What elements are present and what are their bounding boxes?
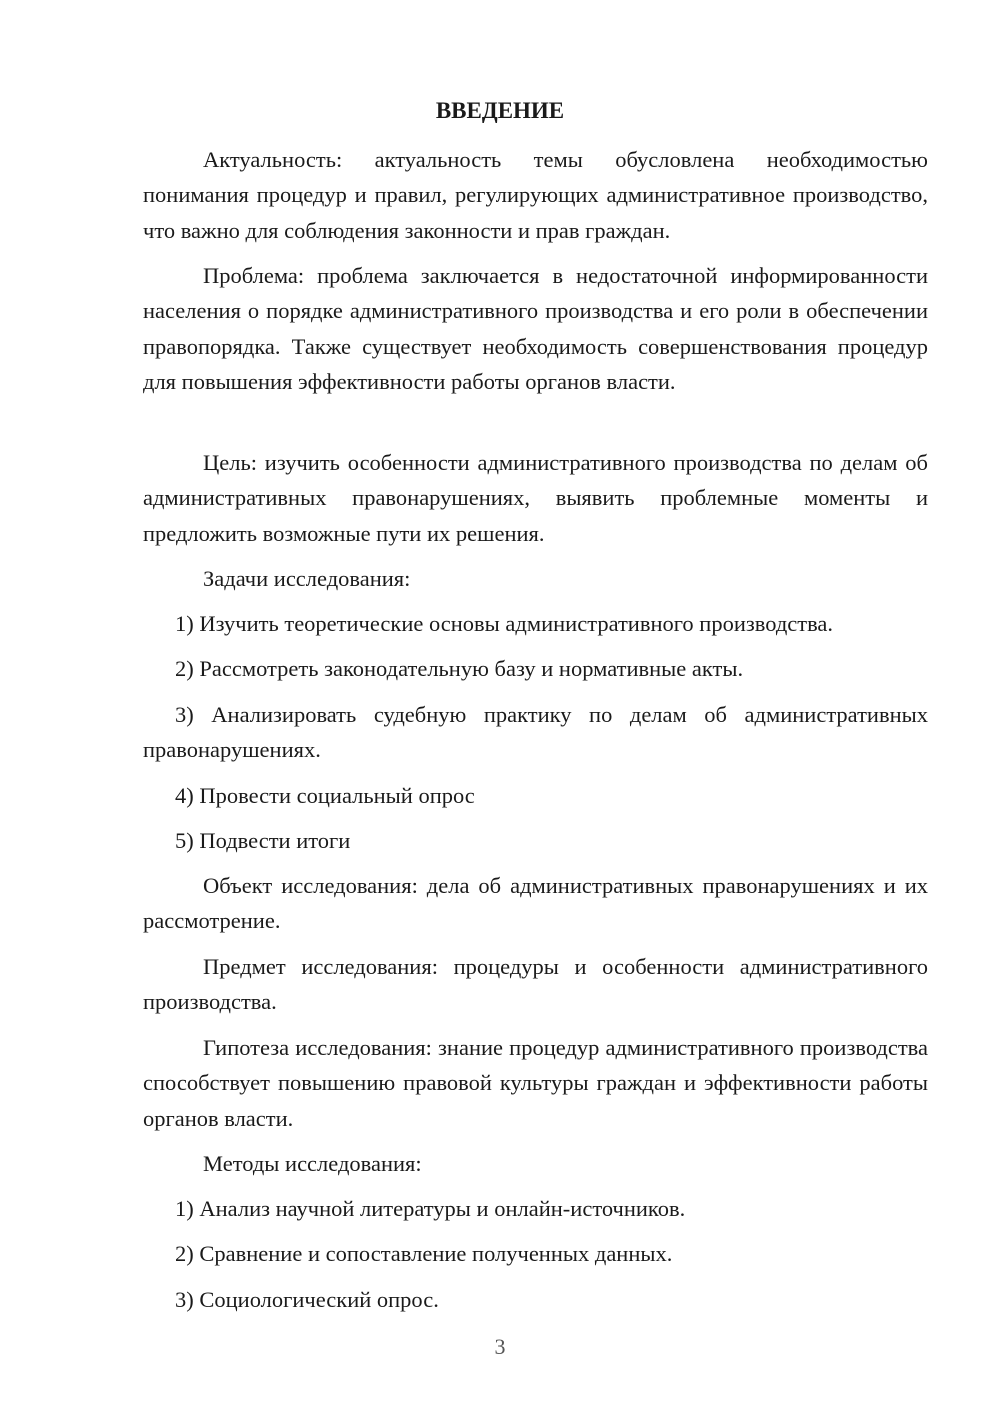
paragraph-tasks-heading: Задачи исследования:	[203, 566, 411, 591]
list-item-method-3: 3) Социологический опрос.	[175, 1287, 439, 1312]
paragraph-problem: Проблема: проблема заключается в недостаточной информированности населения о порядке административного производства и его роли в обеспечении правопорядка. Также существует необходимость совершенствования процедур для повышения эффективности работы органов власти.	[143, 263, 928, 394]
paragraph-hypothesis: Гипотеза исследования: знание процедур административного производства способствует повышению правовой культуры граждан и эффективности работы органов власти.	[143, 1035, 928, 1131]
paragraph-subject: Предмет исследования: процедуры и особенности административного производства.	[143, 954, 928, 1015]
paragraph-object: Объект исследования: дела об административных правонарушениях и их рассмотрение.	[143, 873, 928, 934]
list-item-task-2: 2) Рассмотреть законодательную базу и нормативные акты.	[175, 656, 744, 681]
list-item-method-2: 2) Сравнение и сопоставление полученных данных.	[175, 1241, 673, 1266]
list-item-method-1: 1) Анализ научной литературы и онлайн-источников.	[175, 1196, 686, 1221]
page-title: ВВЕДЕНИЕ	[435, 98, 565, 123]
paragraph-relevance: Актуальность: актуальность темы обусловлена необходимостью понимания процедур и правил, регулирующих административное производство, что важно для соблюдения законности и прав граждан.	[143, 147, 928, 243]
list-item-task-5: 5) Подвести итоги	[175, 828, 351, 853]
paragraph-goal: Цель: изучить особенности административного производства по делам об административных правонарушениях, выявить проблемные моменты и предложить возможные пути их решения.	[143, 450, 928, 546]
list-item-task-3: 3) Анализировать судебную практику по делам об административных правонарушениях.	[143, 702, 928, 763]
paragraph-methods-heading: Методы исследования:	[203, 1151, 422, 1176]
list-item-task-1: 1) Изучить теоретические основы административного производства.	[175, 611, 834, 636]
page-number: 3	[494, 1334, 506, 1359]
list-item-task-4: 4) Провести социальный опрос	[175, 783, 475, 808]
